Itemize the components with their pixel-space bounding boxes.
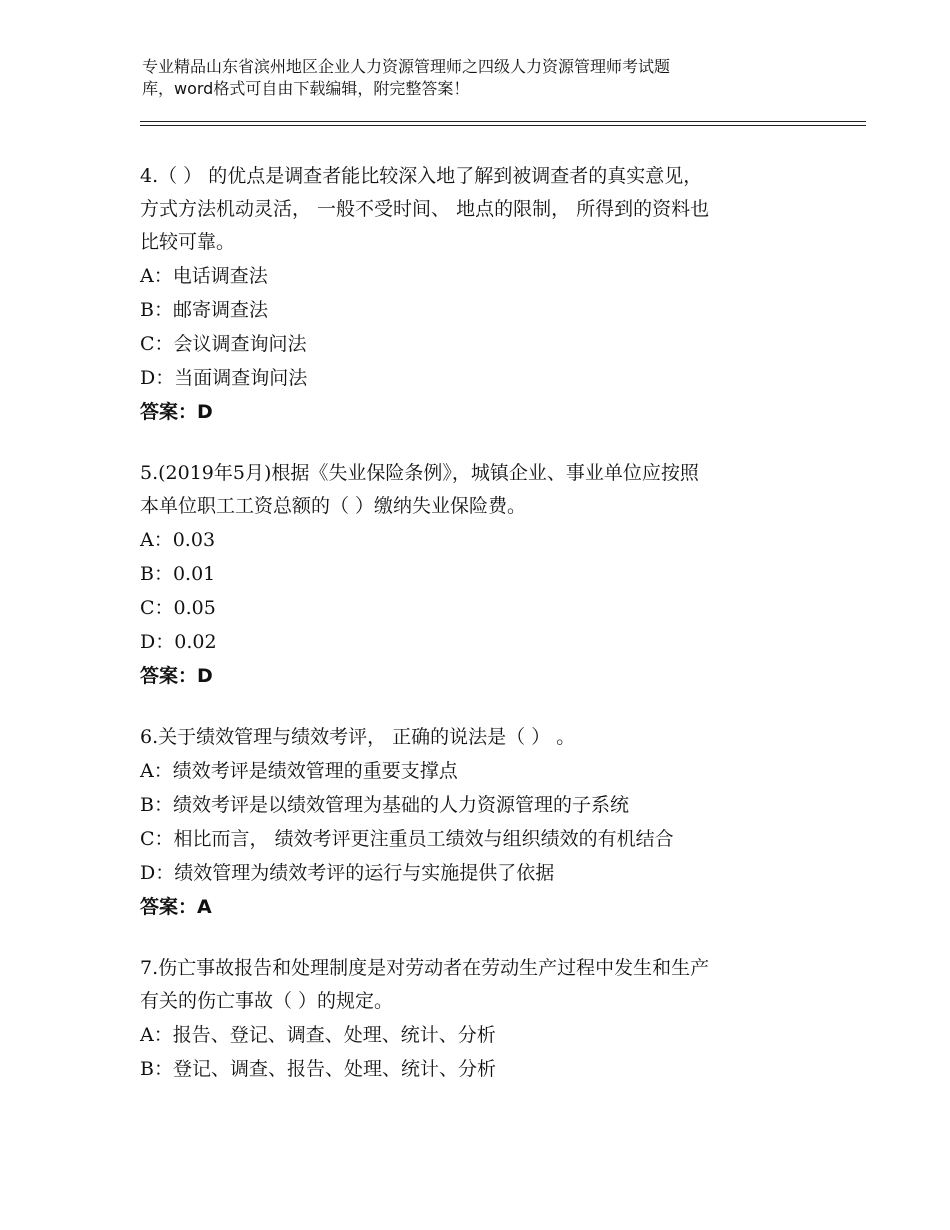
question-stem <box>140 952 840 1018</box>
option-d: D：绩效管理为绩效考评的运行与实施提供了依据 <box>140 862 555 884</box>
option-b: B：0.01 <box>140 563 216 585</box>
option-a: A：0.03 <box>140 529 216 551</box>
option-a: A：报告、登记、调查、处理、统计、分析 <box>140 1024 496 1046</box>
stem-line: 有关的伤亡事故（ ）的规定。 <box>140 990 394 1012</box>
question-7 <box>140 952 840 1086</box>
header-rule-bottom <box>140 125 866 126</box>
question-5 <box>140 457 840 693</box>
option-a: A：电话调查法 <box>140 265 268 287</box>
answer: 答案：A <box>140 896 212 918</box>
answer: 答案：D <box>140 401 213 423</box>
option-c: C：0.05 <box>140 597 216 619</box>
question-list <box>140 160 840 1114</box>
question-stem <box>140 721 840 754</box>
answer: 答案：D <box>140 665 213 687</box>
question-6 <box>140 721 840 924</box>
option-c: C：相比而言， 绩效考评更注重员工绩效与组织绩效的有机结合 <box>140 828 674 850</box>
stem-line: 比较可靠。 <box>140 231 236 253</box>
stem-line: 5.(2019年5月)根据《失业保险条例》，城镇企业、事业单位应按照 <box>140 462 699 484</box>
question-stem <box>140 457 840 523</box>
option-c: C：会议调查询问法 <box>140 333 307 355</box>
question-4 <box>140 160 840 429</box>
option-d: D：当面调查询问法 <box>140 367 308 389</box>
document-header <box>142 56 802 100</box>
option-b: B：绩效考评是以绩效管理为基础的人力资源管理的子系统 <box>140 794 629 816</box>
header-line: 库，word格式可自由下载编辑，附完整答案！ <box>142 79 470 98</box>
option-b: B：登记、调查、报告、处理、统计、分析 <box>140 1058 496 1080</box>
option-d: D：0.02 <box>140 631 217 653</box>
stem-line: 7.伤亡事故报告和处理制度是对劳动者在劳动生产过程中发生和生产 <box>140 957 710 979</box>
stem-line: 6.关于绩效管理与绩效考评， 正确的说法是（ ） 。 <box>140 726 576 748</box>
option-b: B：邮寄调查法 <box>140 299 268 321</box>
question-stem <box>140 160 840 259</box>
stem-line: 本单位职工工资总额的（ ）缴纳失业保险费。 <box>140 495 527 517</box>
header-line: 专业精品山东省滨州地区企业人力资源管理师之四级人力资源管理师考试题 <box>142 57 671 76</box>
stem-line: 方式方法机动灵活， 一般不受时间、 地点的限制， 所得到的资料也 <box>140 198 710 220</box>
stem-line: 4.（ ） 的优点是调查者能比较深入地了解到被调查者的真实意见， <box>140 165 703 187</box>
header-rule-top <box>140 121 866 122</box>
option-a: A：绩效考评是绩效管理的重要支撑点 <box>140 760 458 782</box>
